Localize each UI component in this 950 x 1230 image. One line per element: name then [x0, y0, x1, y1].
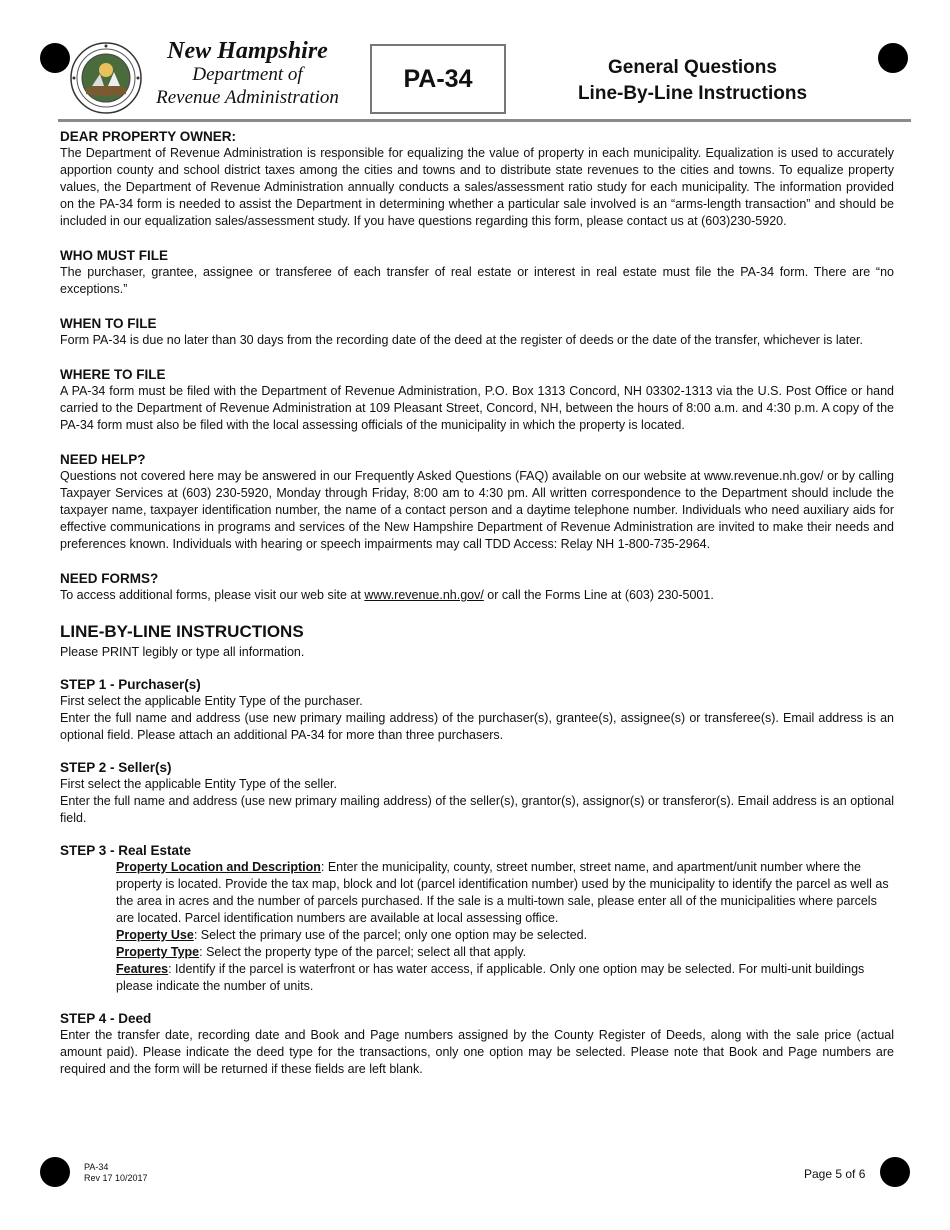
punch-hole-icon [40, 1157, 70, 1187]
step-heading: STEP 2 - Seller(s) [60, 760, 172, 775]
section-heading: WHEN TO FILE [60, 316, 157, 331]
section-line-by-line [60, 621, 894, 1078]
section-who-must-file [60, 247, 894, 298]
section-text: Form PA-34 is due no later than 30 days from the recording date of the deed at the register of deeds or the date of the transfer, whichever is later. [60, 333, 864, 347]
title-line-1: General Questions [608, 57, 777, 78]
item-text: : Enter the municipality, county, street number, street name, and apartment/unit number where the property is located. Provide the tax map, block and lot (parcel identification number) used by the municipality to identify the parcel as well as the area in acres and the number of parcels purchased. If the sale is a multi-town sale, please enter all of the municipalities where parcels are located. Parcel identification numbers are available at local assessing office. [116, 860, 889, 925]
section-text: The purchaser, grantee, assignee or transferee of each transfer of real estate or interest in real estate must file the PA-34 form. There are “no exceptions.” [60, 265, 894, 296]
title-line-2: Line-By-Line Instructions [577, 83, 808, 104]
item-text: : Select the property type of the parcel; select all that apply. [199, 945, 527, 959]
line-by-line-heading: LINE-BY-LINE INSTRUCTIONS [60, 622, 304, 641]
step-1-purchaser [60, 676, 894, 744]
step-3-items [60, 859, 894, 995]
footer-form-info [84, 1162, 148, 1184]
section-heading: WHERE TO FILE [60, 367, 166, 382]
section-text [60, 587, 894, 604]
section-text: Questions not covered here may be answered in our Frequently Asked Questions (FAQ) available on our website at www.revenue.nh.gov/ or by calling Taxpayer Services at (603) 230-5920, Monday through Friday, 8:00 am to 4:30 pm. All written correspondence to the Department should include the taxpayer name, taxpayer identification number, the name of a contact person and a daytime telephone number. Individuals who need auxiliary aids for effective communications in programs and services of the New Hampshire Department of Revenue Administration are invited to make their needs and preferences known. Individuals with hearing or speech impairments may call TDD Access: Relay NH 1-800-735-2964. [60, 469, 894, 551]
item-text: : Identify if the parcel is waterfront or has water access, if applicable. Only one option may be selected. For multi-unit buildings please indicate the number of units. [116, 962, 865, 993]
section-where-to-file [60, 366, 894, 434]
footer-form-code: PA-34 [84, 1162, 109, 1172]
section-heading: DEAR PROPERTY OWNER: [60, 129, 237, 144]
line-by-line-intro: Please PRINT legibly or type all information. [60, 645, 305, 659]
property-use-item [116, 927, 894, 944]
section-heading: NEED HELP? [60, 452, 146, 467]
property-type-item [116, 944, 894, 961]
step-3-real-estate [60, 842, 894, 995]
item-label: Features [116, 962, 169, 976]
forms-website-link[interactable]: www.revenue.nh.gov/ [364, 588, 484, 602]
step-4-deed [60, 1010, 894, 1078]
item-text: : Select the primary use of the parcel; only one option may be selected. [193, 928, 588, 942]
agency-state: New Hampshire [167, 38, 328, 64]
item-label: Property Location and Description [116, 860, 321, 874]
document-body [60, 128, 894, 1078]
step-text: First select the applicable Entity Type of the purchaser. [60, 694, 363, 708]
section-need-help [60, 451, 894, 553]
step-2-seller [60, 759, 894, 827]
page-number: Page 5 of 6 [804, 1167, 866, 1181]
features-item [116, 961, 894, 995]
step-heading: STEP 4 - Deed [60, 1011, 152, 1026]
step-heading: STEP 3 - Real Estate [60, 843, 192, 858]
section-text: The Department of Revenue Administration is responsible for equalizing the value of property in each municipality. Equalization is used to accurately apportion county and school district taxes among the cities and towns and to distribute state revenues to the cities and towns. To equalize property values, the Department of Revenue Administration annually conducts a sales/assessment ratio study for each municipality. The information provided on the PA-34 form is needed to assist the Department in determining whether a particular sale involved is an “arms-length transaction” and should be included in our equalization sales/assessment study. If you have questions regarding this form, please contact us at (603)230-5920. [60, 146, 894, 228]
step-text: Enter the transfer date, recording date and Book and Page numbers assigned by the County Register of Deeds, along with the sale price (actual amount paid). Please indicate the deed type for the transactions, only one option may be selected. Please note that Book and Page numbers are required and the form will be returned if these fields are left blank. [60, 1028, 894, 1076]
state-seal-icon [70, 42, 142, 114]
punch-hole-icon [880, 1157, 910, 1187]
section-dear-owner [60, 128, 894, 230]
section-when-to-file [60, 315, 894, 349]
agency-division: Revenue Administration [156, 87, 339, 108]
step-text: Enter the full name and address (use new primary mailing address) of the purchaser(s), grantee(s), assignee(s) or transferee(s). Email address is an optional field. Please attach an additional PA-34 for more than three purchasers. [60, 711, 894, 742]
page-title [545, 55, 840, 107]
agency-dept: Department of [192, 64, 303, 85]
form-code: PA-34 [403, 64, 473, 93]
step-heading: STEP 1 - Purchaser(s) [60, 677, 201, 692]
forms-text-after: or call the Forms Line at (603) 230-5001. [483, 588, 714, 602]
footer-revision: Rev 17 10/2017 [84, 1173, 148, 1183]
property-location-item [116, 859, 894, 927]
punch-hole-icon [40, 43, 70, 73]
header-divider [58, 119, 911, 122]
section-text: A PA-34 form must be filed with the Department of Revenue Administration, P.O. Box 1313 Concord, NH 03302-1313 via the U.S. Post Office or hand carried to the Department of Revenue Administration at 109 Pleasant Street, Concord, NH, between the hours of 8:00 a.m. and 4:30 p.m. A copy of the PA-34 form must also be filed with the local assessing officials of the municipality in which the property is located. [60, 384, 894, 432]
section-heading: NEED FORMS? [60, 571, 159, 586]
forms-text-before: To access additional forms, please visit our web site at [60, 588, 365, 602]
section-need-forms [60, 570, 894, 604]
item-label: Property Use [116, 928, 194, 942]
form-code-box [370, 44, 506, 114]
punch-hole-icon [878, 43, 908, 73]
item-label: Property Type [116, 945, 200, 959]
agency-name [140, 40, 355, 109]
step-text: Enter the full name and address (use new primary mailing address) of the seller(s), grantor(s), assignor(s) or transferor(s). Email address is an optional field. [60, 794, 894, 825]
step-text: First select the applicable Entity Type of the seller. [60, 777, 337, 791]
section-heading: WHO MUST FILE [60, 248, 168, 263]
